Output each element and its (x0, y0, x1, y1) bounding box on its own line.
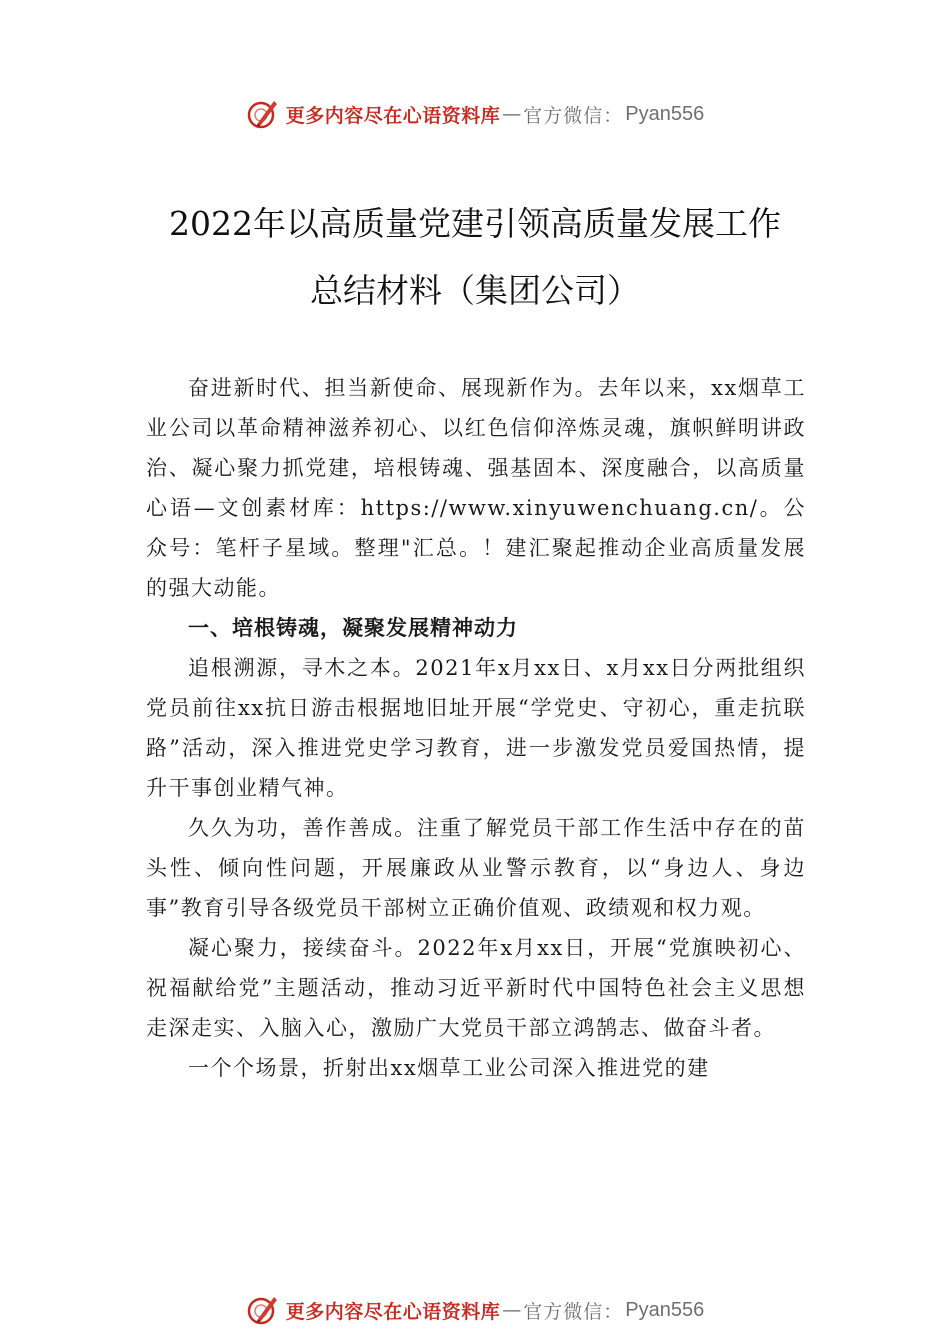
section-1-heading: 一、培根铸魂，凝聚发展精神动力 (188, 616, 518, 640)
watermark-brand-text: 更多内容尽在心语资料库 (285, 104, 501, 127)
document-body (146, 368, 806, 1088)
watermark-account: Pyan556 (625, 1298, 705, 1321)
watermark-account: Pyan556 (625, 102, 705, 125)
document-title-line-2: 总结材料（集团公司） (310, 271, 640, 310)
watermark-wechat-label: 官方微信： (523, 104, 624, 127)
watermark-separator: — (502, 103, 522, 125)
body-paragraph-2: 久久为功，善作善成。注重了解党员干部工作生活中存在的苗头性、倾向性问题，开展廉政从业警示教育，以“身边人、身边事”教育引导各级党员干部树立正确价值观、政绩观和权力观。 (146, 816, 806, 920)
body-paragraph-3: 凝心聚力，接续奋斗。2022年x月xx日，开展“党旗映初心、祝福献给党”主题活动，推动习近平新时代中国特色社会主义思想走深走实、入脑入心，激励广大党员干部立鸿鹄志、做奋斗者。 (146, 936, 806, 1040)
document-title-line-1: 2022年以高质量党建引领高质量发展工作 (169, 204, 781, 243)
watermark-separator: — (502, 1299, 522, 1321)
pen-logo-icon (246, 97, 280, 131)
watermark-brand-text: 更多内容尽在心语资料库 (285, 1300, 501, 1323)
intro-paragraph: 奋进新时代、担当新使命、展现新作为。去年以来，xx烟草工业公司以革命精神滋养初心、以红色信仰淬炼灵魂，旗帜鲜明讲政治、凝心聚力抓党建，培根铸魂、强基固本、深度融合，以高质量心语—文创素材库：https://www.xinyuwenchuang.cn/。公众号：笔杆子星域。整理"汇总。！建汇聚起推动企业高质量发展的强大动能。 (146, 376, 806, 600)
top-watermark-banner (0, 94, 950, 134)
watermark-wechat-label: 官方微信： (523, 1300, 624, 1323)
bottom-watermark-banner (0, 1290, 950, 1330)
body-paragraph-1: 追根溯源，寻木之本。2021年x月xx日、x月xx日分两批组织党员前往xx抗日游击根据地旧址开展“学党史、守初心，重走抗联路”活动，深入推进党史学习教育，进一步激发党员爱国热情，提升干事创业精气神。 (146, 656, 806, 800)
body-paragraph-4: 一个个场景，折射出xx烟草工业公司深入推进党的建 (188, 1056, 710, 1080)
pen-logo-icon (246, 1293, 280, 1327)
